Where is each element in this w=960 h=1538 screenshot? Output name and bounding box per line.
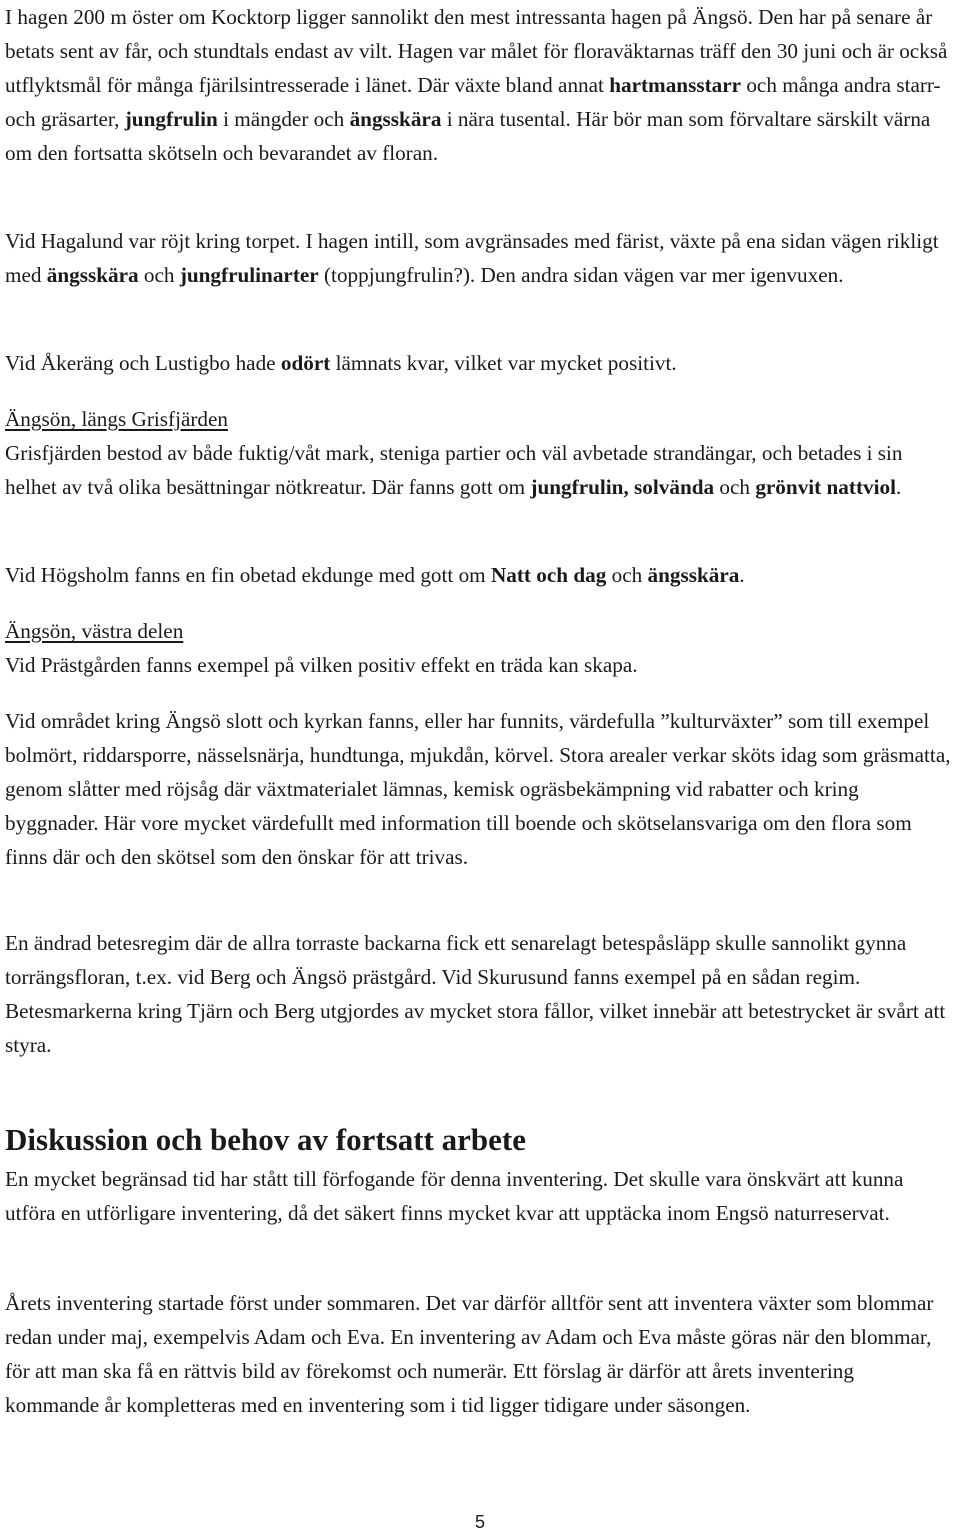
text-run: . <box>895 475 902 499</box>
section-heading-vastra-delen: Ängsön, västra delen <box>5 619 184 643</box>
text-run: I hagen 200 m öster om Kocktorp ligger sannolikt den mest intressanta hagen på Ängsö. Den har på senare år betats sent av får, och stundtals endast av vilt. Hagen var målet för floraväktarnas träff den 30 juni och är också utflyktsmål för många fjärilsintresserade i länet. Där växte bland annat <box>5 5 948 97</box>
text-run: Grisfjärden bestod av både fuktig/våt mark, steniga partier och väl avbetade strandängar, och betades i sin helhet av två olika besättningar nötkreatur. Där fanns gott om <box>5 441 903 499</box>
text-run: i mängder och <box>217 107 350 131</box>
bold-species-name: odört <box>280 351 331 375</box>
bold-species-name: ängsskära <box>647 563 740 587</box>
paragraph-hogsholm <box>5 558 953 592</box>
bold-species-name: jungfrulin <box>124 107 218 131</box>
bold-species-name: hartmansstarr <box>609 73 742 97</box>
section-heading-diskussion: Diskussion och behov av fortsatt arbete <box>5 1122 526 1157</box>
text-run: (toppjungfrulin?). Den andra sidan vägen var mer igenvuxen. <box>318 263 844 287</box>
paragraph-prastgarden: Vid Prästgården fanns exempel på vilken positiv effekt en träda kan skapa. <box>5 653 638 677</box>
text-run: och många andra starr- och gräsarter, <box>5 73 941 131</box>
text-run: Vid Åkeräng och Lustigbo hade <box>5 351 281 375</box>
bold-species-name: ängsskära <box>349 107 442 131</box>
paragraph-hagalund <box>5 224 953 292</box>
paragraph-arets-inventering: Årets inventering startade först under sommaren. Det var därför alltför sent att inventera växter som blommar redan under maj, exempelvis Adam och Eva. En inventering av Adam och Eva måste göras när den blommar, för att man ska få en rättvis bild av förekomst och numerär. Ett förslag är därför att årets inventering kommande år kompletteras med en inventering som i tid ligger tidigare under säsongen. <box>5 1291 934 1417</box>
bold-species-name: solvända <box>634 475 715 499</box>
paragraph-grisfjarden <box>5 436 953 504</box>
section-heading-grisfjarden: Ängsön, längs Grisfjärden <box>5 407 229 431</box>
bold-species-name: ängsskära <box>46 263 139 287</box>
text-run: . <box>739 563 745 587</box>
paragraph-angso-slott: Vid området kring Ängsö slott och kyrkan fanns, eller har funnits, värdefulla ”kulturväxter” som till exempel bolmört, riddarsporre, nässelsnärja, hundtunga, mjukdån, körvel. Stora arealer verkar sköts idag som gräsmatta, genom slåtter med röjsåg där växtmaterialet lämnas, kemisk ogräsbekämpning vid rabatter och kring byggnader. Här vore mycket värdefullt med information till boende och skötselansvariga om den flora som finns där och den skötsel som den önskar för att trivas. <box>5 709 951 869</box>
text-run: i nära tusental. Här bör man som förvaltare särskilt värna om den fortsatta skötseln och bevarandet av floran. <box>5 107 931 165</box>
page-number: 5 <box>474 1512 485 1532</box>
paragraph-akerang-lustigbo <box>5 346 953 380</box>
text-run: lämnats kvar, vilket var mycket positivt. <box>330 351 677 375</box>
bold-species-name: jungfrulinarter <box>179 263 319 287</box>
text-run: och <box>714 475 756 499</box>
bold-species-name: grönvit nattviol <box>755 475 896 499</box>
text-run: och <box>138 263 180 287</box>
paragraph-kocktorp-hagen <box>5 0 953 170</box>
text-run: och <box>606 563 648 587</box>
bold-species-name: jungfrulin, <box>530 475 629 499</box>
paragraph-betesregim: En ändrad betesregim där de allra torraste backarna fick ett senarelagt betespåsläpp skulle sannolikt gynna torrängsfloran, t.ex. vid Berg och Ängsö prästgård. Vid Skurusund fanns exempel på en sådan regim. Betesmarkerna kring Tjärn och Berg utgjordes av mycket stora fållor, vilket innebär att betestrycket är svårt att styra. <box>5 931 946 1057</box>
text-run: Vid Högsholm fanns en fin obetad ekdunge med gott om <box>5 563 491 587</box>
text-run: Vid Hagalund var röjt kring torpet. I hagen intill, som avgränsades med färist, växte på ena sidan vägen rikligt med <box>5 229 939 287</box>
bold-species-name: Natt och dag <box>490 563 607 587</box>
paragraph-begransad-tid: En mycket begränsad tid har stått till förfogande för denna inventering. Det skulle vara önskvärt att kunna utföra en utförligare inventering, då det säkert finns mycket kvar att upptäcka inom Engsö naturreservat. <box>5 1167 904 1225</box>
